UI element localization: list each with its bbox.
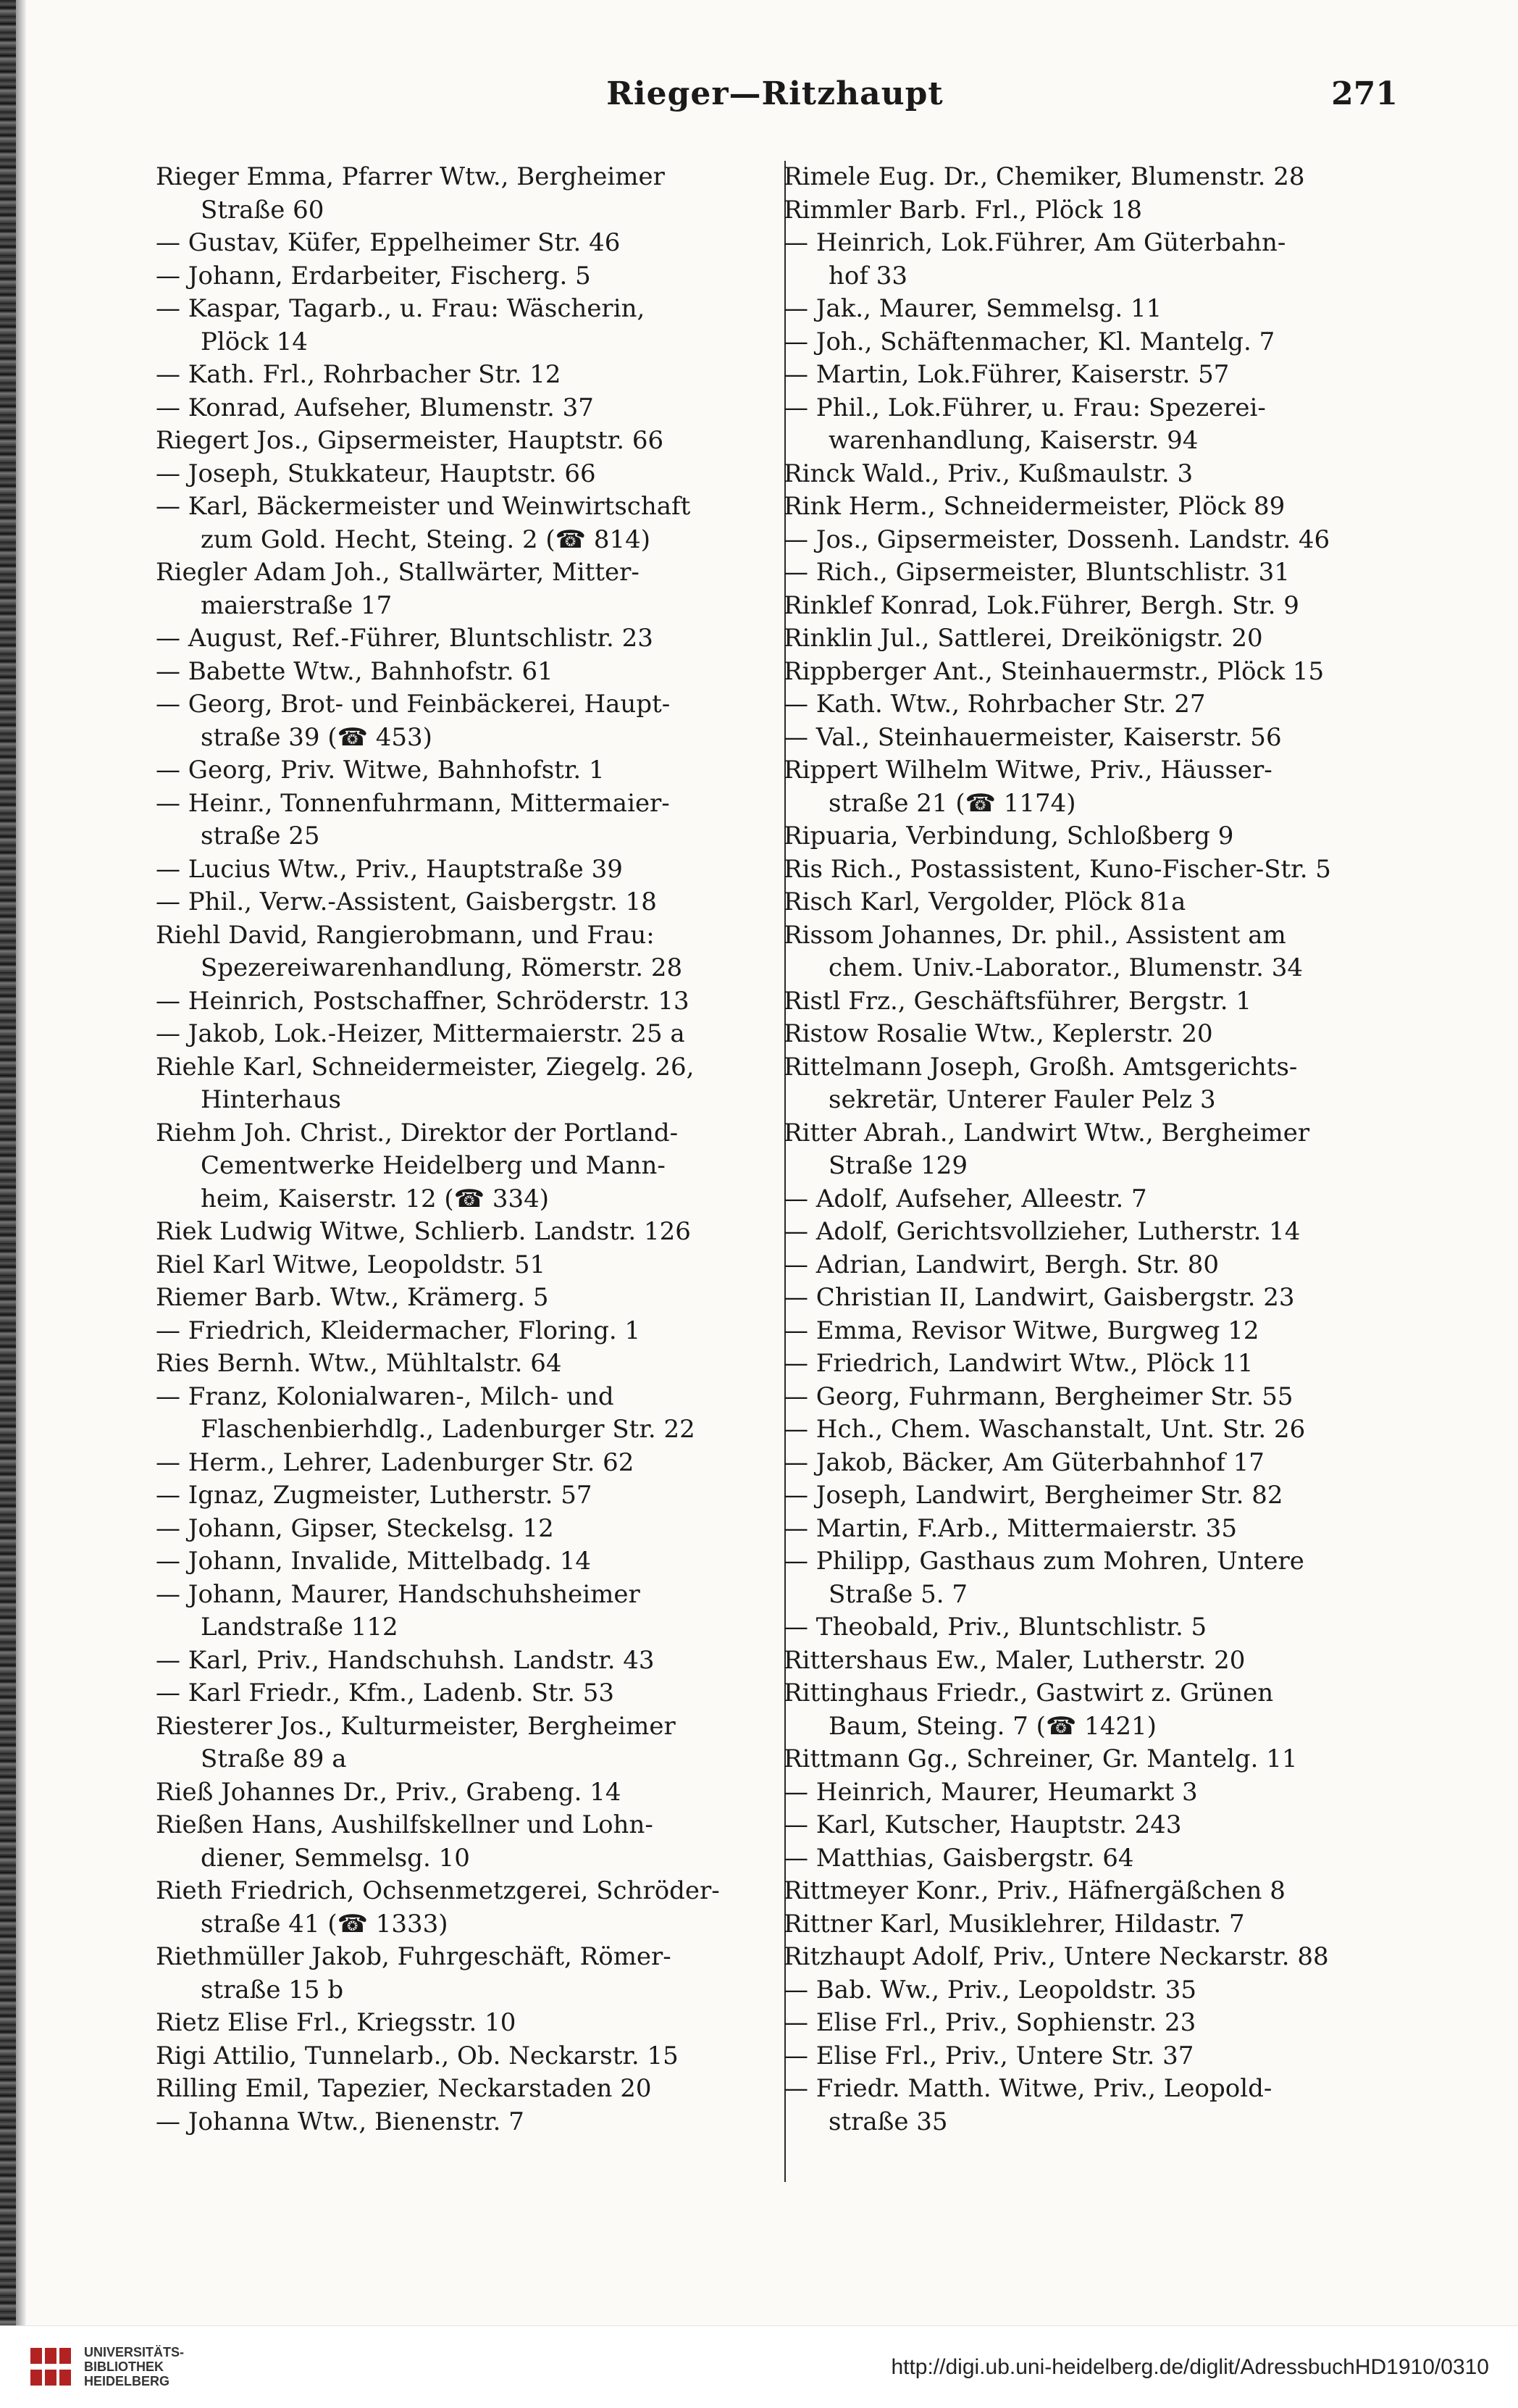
directory-entry <box>156 1347 782 1381</box>
directory-entry <box>156 1117 782 1216</box>
entry-line: — Phil., Verw.-Assistent, Gaisbergstr. 18 <box>156 887 657 916</box>
directory-column-left <box>156 161 782 2189</box>
directory-entry <box>156 458 782 491</box>
entry-line: — Karl, Priv., Handschuhsh. Landstr. 43 <box>156 1645 655 1675</box>
entry-line: — Franz, Kolonialwaren-, Milch- und <box>156 1381 614 1411</box>
directory-entry <box>156 1018 782 1051</box>
entry-line: — Jos., Gipsermeister, Dossenh. Landstr. 46 <box>784 524 1330 554</box>
directory-entry <box>784 919 1406 985</box>
entry-line: Riegert Jos., Gipsermeister, Hauptstr. 66 <box>156 426 664 455</box>
directory-entry <box>784 1347 1406 1381</box>
entry-line: Rittinghaus Friedr., Gastwirt z. Grünen <box>784 1679 1274 1707</box>
entry-line: — Kath. Wtw., Rohrbacher Str. 27 <box>784 690 1206 719</box>
directory-entry <box>784 820 1406 853</box>
entry-line: — Theobald, Priv., Bluntschlistr. 5 <box>784 1613 1207 1642</box>
entry-line: Riehm Joh. Christ., Direktor der Portland- <box>156 1118 679 1147</box>
viewer-footer <box>0 2325 1518 2408</box>
entry-continuation-line: straße 39 (☎ 453) <box>201 722 432 752</box>
directory-entry <box>156 1315 782 1348</box>
entry-line: — Heinrich, Maurer, Heumarkt 3 <box>784 1777 1198 1807</box>
directory-entry <box>784 590 1406 623</box>
entry-line: Rittner Karl, Musiklehrer, Hildastr. 7 <box>784 1909 1245 1939</box>
directory-entry <box>156 1479 782 1513</box>
entry-continuation-line: Flaschenbierhdlg., Ladenburger Str. 22 <box>201 1415 695 1444</box>
entry-continuation-line: Straße 60 <box>201 195 324 225</box>
entry-line: — Karl, Kutscher, Hauptstr. 243 <box>784 1810 1182 1839</box>
entry-line: — Babette Wtw., Bahnhofstr. 61 <box>156 656 553 686</box>
directory-entry <box>784 1611 1406 1644</box>
entry-continuation-line: sekretär, Unterer Fauler Pelz 3 <box>829 1085 1216 1114</box>
entry-line: — Johann, Invalide, Mittelbadg. 14 <box>156 1547 591 1576</box>
entry-continuation-line: straße 15 b <box>201 1975 344 2004</box>
directory-entry <box>784 1644 1406 1678</box>
entry-line: — Johann, Gipser, Steckelsg. 12 <box>156 1513 554 1543</box>
entry-line: Rieth Friedrich, Ochsenmetzgerei, Schröder- <box>156 1876 720 1905</box>
directory-entry <box>784 326 1406 359</box>
entry-line: — Adolf, Aufseher, Alleestr. 7 <box>784 1184 1147 1213</box>
directory-entry <box>784 1051 1406 1117</box>
source-url-link[interactable]: http://digi.ub.uni-heidelberg.de/diglit/AdressbuchHD1910/0310 <box>891 2355 1489 2379</box>
scan-edge-gradient <box>16 0 26 2407</box>
directory-entry <box>784 359 1406 392</box>
directory-entry <box>156 1545 782 1579</box>
entry-line: — Phil., Lok.Führer, u. Frau: Spezerei- <box>784 393 1266 422</box>
entry-continuation-line: hof 33 <box>829 261 908 290</box>
entry-line: — Johann, Erdarbeiter, Fischerg. 5 <box>156 261 591 290</box>
entry-line: Rigi Attilio, Tunnelarb., Ob. Neckarstr. 15 <box>156 2041 679 2070</box>
entry-continuation-line: zum Gold. Hecht, Steing. 2 (☎ 814) <box>201 524 650 554</box>
entry-continuation-line: Landstraße 112 <box>201 1613 398 1642</box>
entry-line: Rießen Hans, Aushilfskellner und Lohn- <box>156 1810 653 1839</box>
directory-entry <box>156 1513 782 1546</box>
directory-entry <box>784 1447 1406 1480</box>
entry-line: — Johanna Wtw., Bienenstr. 7 <box>156 2107 524 2136</box>
directory-entry <box>156 919 782 985</box>
entry-line: — Georg, Priv. Witwe, Bahnhofstr. 1 <box>156 756 605 785</box>
directory-entry <box>156 293 782 359</box>
entry-line: Riesterer Jos., Kulturmeister, Bergheimer <box>156 1711 676 1741</box>
directory-entry <box>784 656 1406 689</box>
entry-continuation-line: Straße 5. 7 <box>829 1579 968 1609</box>
entry-line: — Heinrich, Postschaffner, Schröderstr. 13 <box>156 986 689 1016</box>
directory-entry <box>784 458 1406 491</box>
directory-entry <box>784 1249 1406 1282</box>
directory-entry <box>156 754 782 787</box>
entry-line: Riek Ludwig Witwe, Schlierb. Landstr. 126 <box>156 1217 691 1246</box>
entry-line: — Matthias, Gaisbergstr. 64 <box>784 1843 1134 1873</box>
entry-line: Riel Karl Witwe, Leopoldstr. 51 <box>156 1250 546 1279</box>
entry-line: Ritzhaupt Adolf, Priv., Untere Neckarstr. 88 <box>784 1942 1329 1971</box>
directory-entry <box>156 1447 782 1480</box>
directory-entry <box>784 1216 1406 1249</box>
directory-entry <box>156 1710 782 1776</box>
entry-line: — Jakob, Bäcker, Am Güterbahnhof 17 <box>784 1447 1265 1477</box>
entry-line: Rimele Eug. Dr., Chemiker, Blumenstr. 28 <box>784 162 1305 191</box>
directory-entry <box>156 392 782 425</box>
entry-line: — Bab. Ww., Priv., Leopoldstr. 35 <box>784 1975 1197 2004</box>
directory-entry <box>156 359 782 392</box>
directory-entry <box>784 1117 1406 1183</box>
page-header <box>152 75 1398 122</box>
entry-line: — Gustav, Küfer, Eppelheimer Str. 46 <box>156 228 621 257</box>
entry-line: — Emma, Revisor Witwe, Burgweg 12 <box>784 1316 1259 1345</box>
entry-line: — Karl Friedr., Kfm., Ladenb. Str. 53 <box>156 1679 614 1707</box>
directory-entry <box>156 1282 782 1315</box>
directory-entry <box>156 1677 782 1710</box>
directory-entry <box>156 1579 782 1644</box>
directory-entry <box>784 1974 1406 2007</box>
directory-entry <box>784 1743 1406 1776</box>
entry-line: — Herm., Lehrer, Ladenburger Str. 62 <box>156 1447 634 1477</box>
directory-entry <box>156 1875 782 1941</box>
entry-line: — Rich., Gipsermeister, Bluntschlistr. 31 <box>784 558 1290 587</box>
entry-continuation-line: Spezereiwarenhandlung, Römerstr. 28 <box>201 953 683 982</box>
entry-line: — Elise Frl., Priv., Untere Str. 37 <box>784 2041 1194 2070</box>
directory-entry <box>156 1249 782 1282</box>
entry-line: — Jak., Maurer, Semmelsg. 11 <box>784 294 1162 323</box>
entry-line: Rippert Wilhelm Witwe, Priv., Häusser- <box>784 756 1272 785</box>
directory-entry <box>784 161 1406 194</box>
directory-entry <box>156 1941 782 2007</box>
entry-continuation-line: heim, Kaiserstr. 12 (☎ 334) <box>201 1184 550 1213</box>
entry-line: Rimmler Barb. Frl., Plöck 18 <box>784 195 1142 225</box>
entry-continuation-line: straße 25 <box>201 822 320 850</box>
entry-continuation-line: Baum, Steing. 7 (☎ 1421) <box>829 1711 1157 1741</box>
entry-continuation-line: diener, Semmelsg. 10 <box>201 1843 470 1873</box>
directory-entry <box>784 2040 1406 2073</box>
directory-entry <box>156 787 782 853</box>
directory-entry <box>784 227 1406 293</box>
directory-entry <box>156 1051 782 1117</box>
entry-line: Ripuaria, Verbindung, Schloßberg 9 <box>784 822 1234 850</box>
directory-entry <box>784 2007 1406 2040</box>
directory-entry <box>784 392 1406 458</box>
directory-entry <box>784 1018 1406 1051</box>
entry-continuation-line: Straße 89 a <box>201 1744 347 1773</box>
directory-entry <box>784 1315 1406 1348</box>
entry-line: Riemer Barb. Wtw., Krämerg. 5 <box>156 1283 549 1312</box>
entry-continuation-line: maierstraße 17 <box>201 590 393 620</box>
entry-line: Rippberger Ant., Steinhauermstr., Plöck 15 <box>784 656 1325 686</box>
directory-entry <box>784 293 1406 326</box>
entry-line: — Philipp, Gasthaus zum Mohren, Untere <box>784 1547 1304 1576</box>
entry-continuation-line: Hinterhaus <box>201 1085 341 1114</box>
directory-entry <box>784 853 1406 887</box>
directory-entry <box>156 1809 782 1875</box>
entry-line: Rieger Emma, Pfarrer Wtw., Bergheimer <box>156 162 665 191</box>
directory-entry <box>784 722 1406 755</box>
entry-line: Rietz Elise Frl., Kriegsstr. 10 <box>156 2008 516 2037</box>
entry-line: Ristow Rosalie Wtw., Keplerstr. 20 <box>784 1019 1213 1048</box>
directory-entry <box>784 754 1406 820</box>
entry-line: Risch Karl, Vergolder, Plöck 81a <box>784 887 1186 916</box>
directory-entry <box>156 985 782 1019</box>
directory-entry <box>784 622 1406 656</box>
directory-entry <box>156 886 782 919</box>
entry-line: Ritter Abrah., Landwirt Wtw., Bergheimer <box>784 1118 1310 1147</box>
entry-line: — Adolf, Gerichtsvollzieher, Lutherstr. 14 <box>784 1217 1301 1246</box>
page-number: 271 <box>1331 75 1398 112</box>
entry-continuation-line: Cementwerke Heidelberg und Mann- <box>201 1151 666 1180</box>
entry-line: — Joh., Schäftenmacher, Kl. Mantelg. 7 <box>784 327 1275 356</box>
entry-line: — Friedrich, Landwirt Wtw., Plöck 11 <box>784 1349 1254 1378</box>
entry-line: — Hch., Chem. Waschanstalt, Unt. Str. 26 <box>784 1415 1306 1444</box>
entry-line: — Adrian, Landwirt, Bergh. Str. 80 <box>784 1250 1220 1279</box>
directory-entry <box>784 688 1406 722</box>
directory-entry <box>784 2073 1406 2139</box>
directory-entry <box>784 1908 1406 1941</box>
entry-line: — Georg, Brot- und Feinbäckerei, Haupt- <box>156 690 671 719</box>
entry-line: — Kath. Frl., Rohrbacher Str. 12 <box>156 360 561 389</box>
directory-entry <box>784 886 1406 919</box>
library-name <box>84 2345 184 2388</box>
directory-entry <box>784 490 1406 524</box>
directory-entry <box>156 161 782 227</box>
entry-line: Rilling Emil, Tapezier, Neckarstaden 20 <box>156 2074 652 2103</box>
entry-continuation-line: Plöck 14 <box>201 327 308 356</box>
directory-entry <box>784 1413 1406 1447</box>
entry-line: — Ignaz, Zugmeister, Lutherstr. 57 <box>156 1481 592 1510</box>
directory-entry <box>156 2040 782 2073</box>
entry-line: Riethmüller Jakob, Fuhrgeschäft, Römer- <box>156 1942 671 1971</box>
entry-line: — Heinrich, Lok.Führer, Am Güterbahn- <box>784 228 1286 257</box>
entry-line: Rinklin Jul., Sattlerei, Dreikönigstr. 20 <box>784 624 1263 653</box>
directory-entry <box>784 1941 1406 1974</box>
entry-line: — Joseph, Landwirt, Bergheimer Str. 82 <box>784 1481 1283 1510</box>
entry-line: Riehle Karl, Schneidermeister, Ziegelg. 26, <box>156 1052 695 1082</box>
directory-entry <box>784 1513 1406 1546</box>
directory-entry <box>156 2106 782 2139</box>
directory-entry <box>784 1381 1406 1414</box>
entry-line: Rink Herm., Schneidermeister, Plöck 89 <box>784 492 1286 521</box>
entry-continuation-line: chem. Univ.-Laborator., Blumenstr. 34 <box>829 953 1304 982</box>
entry-line: — Johann, Maurer, Handschuhsheimer <box>156 1579 640 1609</box>
directory-entry <box>156 1776 782 1810</box>
entry-line: — Kaspar, Tagarb., u. Frau: Wäscherin, <box>156 294 645 323</box>
directory-entry <box>156 425 782 458</box>
entry-line: Rissom Johannes, Dr. phil., Assistent am <box>784 920 1286 950</box>
entry-line: Ris Rich., Postassistent, Kuno-Fischer-Str. 5 <box>784 854 1331 884</box>
entry-line: Rittershaus Ew., Maler, Lutherstr. 20 <box>784 1645 1246 1675</box>
directory-entry <box>784 194 1406 227</box>
directory-entry <box>156 490 782 556</box>
directory-entry <box>156 853 782 887</box>
directory-entry <box>784 1479 1406 1513</box>
library-name-line: HEIDELBERG <box>84 2374 170 2388</box>
entry-line: — Konrad, Aufseher, Blumenstr. 37 <box>156 393 594 422</box>
entry-line: Rinklef Konrad, Lok.Führer, Bergh. Str. 9 <box>784 590 1299 620</box>
entry-continuation-line: straße 41 (☎ 1333) <box>201 1909 448 1939</box>
entry-line: Rieß Johannes Dr., Priv., Grabeng. 14 <box>156 1777 621 1807</box>
directory-entry <box>784 1842 1406 1876</box>
entry-line: — Elise Frl., Priv., Sophienstr. 23 <box>784 2008 1196 2037</box>
entry-line: Rittmann Gg., Schreiner, Gr. Mantelg. 11 <box>784 1744 1298 1773</box>
directory-entry <box>156 2073 782 2106</box>
entry-line: Rittelmann Joseph, Großh. Amtsgerichts- <box>784 1052 1298 1082</box>
entry-line: — Joseph, Stukkateur, Hauptstr. 66 <box>156 459 596 488</box>
directory-entry <box>784 524 1406 557</box>
library-name-line: BIBLIOTHEK <box>84 2359 164 2374</box>
entry-line: — Friedr. Matth. Witwe, Priv., Leopold- <box>784 2074 1272 2103</box>
directory-entry <box>156 622 782 656</box>
directory-entry <box>156 1216 782 1249</box>
entry-line: Ries Bernh. Wtw., Mühltalstr. 64 <box>156 1349 562 1378</box>
entry-line: — Karl, Bäckermeister und Weinwirtschaft <box>156 492 691 521</box>
directory-entry <box>784 1875 1406 1908</box>
directory-entry <box>784 1677 1406 1743</box>
library-name-line: UNIVERSITÄTS- <box>84 2345 185 2359</box>
scan-edge-shadow <box>0 0 16 2407</box>
entry-line: — Heinr., Tonnenfuhrmann, Mittermaier- <box>156 788 670 818</box>
entry-line: Riehl David, Rangierobmann, und Frau: <box>156 920 655 950</box>
directory-column-right <box>784 161 1406 2189</box>
directory-entry <box>784 985 1406 1019</box>
directory-entry <box>156 556 782 622</box>
entry-line: — August, Ref.-Führer, Bluntschlistr. 23 <box>156 624 653 653</box>
entry-line: — Georg, Fuhrmann, Bergheimer Str. 55 <box>784 1381 1293 1411</box>
directory-entry <box>156 2007 782 2040</box>
directory-entry <box>784 1282 1406 1315</box>
entry-continuation-line: straße 21 (☎ 1174) <box>829 788 1076 818</box>
directory-entry <box>156 656 782 689</box>
directory-entry <box>156 260 782 293</box>
page-title: Rieger—Ritzhaupt <box>606 75 944 112</box>
entry-line: Riegler Adam Joh., Stallwärter, Mitter- <box>156 558 640 587</box>
directory-entry <box>784 556 1406 590</box>
entry-line: Rinck Wald., Priv., Kußmaulstr. 3 <box>784 459 1194 488</box>
entry-line: — Martin, F.Arb., Mittermaierstr. 35 <box>784 1513 1237 1543</box>
university-library-logo-icon <box>29 2346 72 2387</box>
entry-line: — Christian II, Landwirt, Gaisbergstr. 23 <box>784 1283 1295 1312</box>
entry-line: Rittmeyer Konr., Priv., Häfnergäßchen 8 <box>784 1876 1286 1905</box>
entry-line: — Friedrich, Kleidermacher, Floring. 1 <box>156 1316 641 1345</box>
directory-entry <box>784 1776 1406 1810</box>
entry-line: — Jakob, Lok.-Heizer, Mittermaierstr. 25 a <box>156 1019 685 1048</box>
directory-entry <box>156 1644 782 1678</box>
entry-line: — Lucius Wtw., Priv., Hauptstraße 39 <box>156 854 623 884</box>
entry-continuation-line: Straße 129 <box>829 1151 968 1180</box>
entry-line: — Martin, Lok.Führer, Kaiserstr. 57 <box>784 360 1230 389</box>
directory-entry <box>156 688 782 754</box>
directory-entry <box>156 1381 782 1447</box>
directory-entry <box>784 1809 1406 1842</box>
entry-line: — Val., Steinhauermeister, Kaiserstr. 56 <box>784 722 1282 752</box>
entry-line: Ristl Frz., Geschäftsführer, Bergstr. 1 <box>784 986 1251 1016</box>
directory-entry <box>784 1183 1406 1216</box>
directory-entry <box>784 1545 1406 1611</box>
directory-entry <box>156 227 782 260</box>
entry-continuation-line: warenhandlung, Kaiserstr. 94 <box>829 426 1199 455</box>
entry-continuation-line: straße 35 <box>829 2107 948 2136</box>
